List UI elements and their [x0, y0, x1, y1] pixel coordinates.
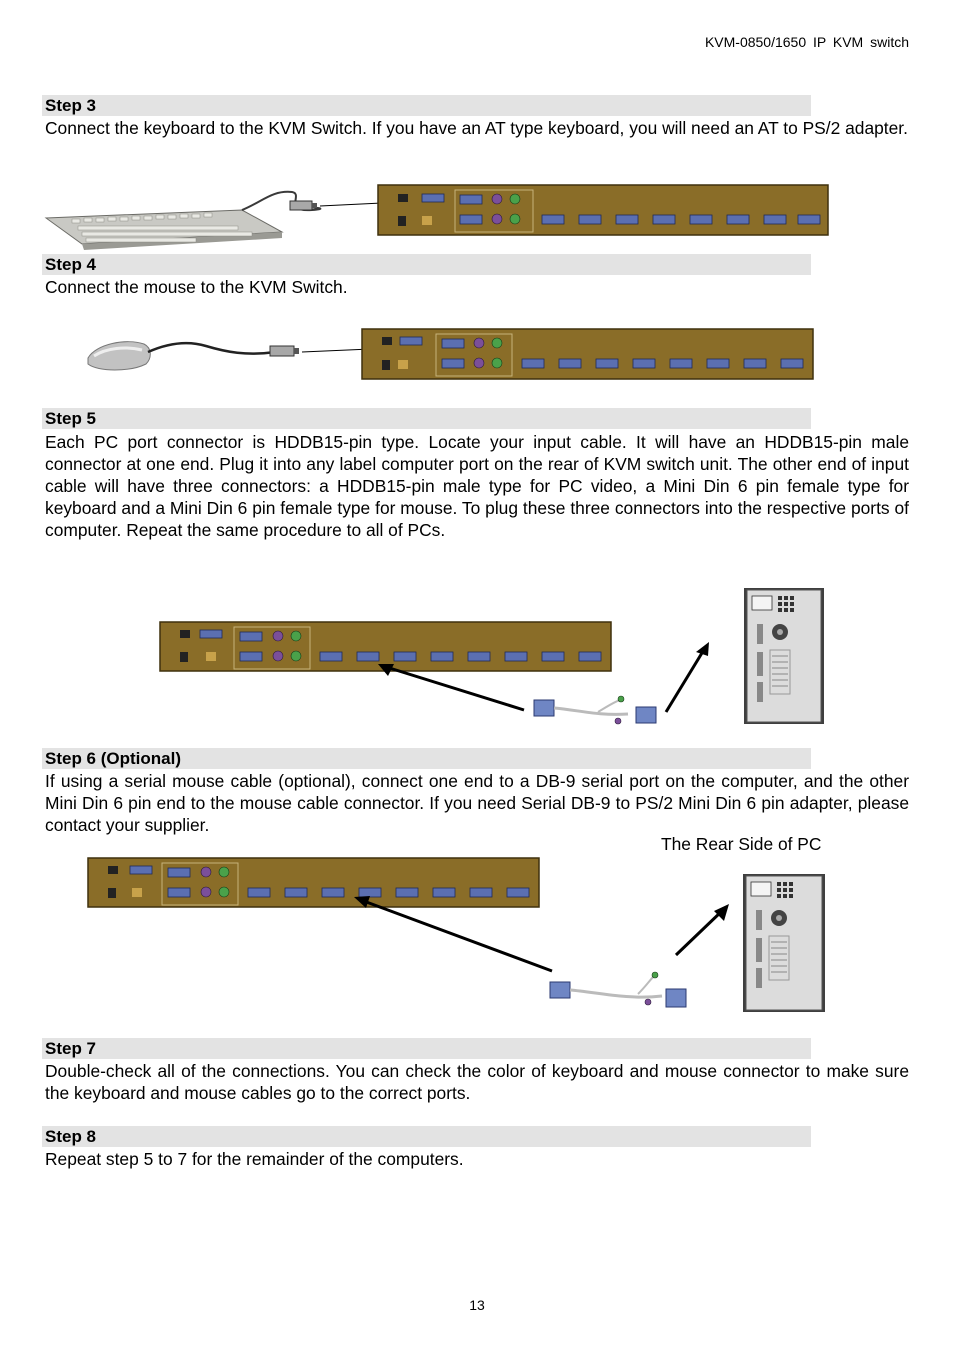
- step-3-text: Connect the keyboard to the KVM Switch. If you have an AT type keyboard, you will need an AT to PS/2 adapter.: [45, 118, 908, 138]
- step-4-text: Connect the mouse to the KVM Switch.: [45, 277, 348, 297]
- step-5-text: Each PC port connector is HDDB15-pin type. Locate your input cable. It will have an HDDB15-pin male connector at one end. Plug it into any label computer port on the rear of KVM switch unit. The other end of input cable will have three connectors: a HDDB15-pin male type for PC video, a Mini Din 6 pin female type for keyboard and a Mini Din 6 pin female type for mouse. To plug these three connectors into the respective ports of computer. Repeat the same procedure to all of PCs.: [45, 432, 909, 540]
- step-5-bar: [42, 408, 811, 429]
- kvm-switch-rear-panel: [88, 858, 539, 907]
- kvm-switch-rear-panel: [160, 622, 611, 671]
- pc-cable-connection-figure: [158, 586, 830, 728]
- step-7-text: Double-check all of the connections. You can check the color of keyboard and mouse connector to make sure the keyboard and mouse cables go to the correct ports.: [45, 1061, 909, 1103]
- step-4-bar: [42, 254, 811, 275]
- kvm-switch-rear-panel: [378, 185, 828, 235]
- step-5-label: Step 5: [45, 409, 97, 428]
- step-7-bar: [42, 1038, 811, 1059]
- pc-input-cable-image: [534, 696, 656, 724]
- step-3-bar: [42, 95, 811, 116]
- keyboard-connection-figure: [42, 180, 832, 250]
- keyboard-image: [46, 192, 320, 250]
- pc-rear-side-image: [743, 874, 825, 1012]
- step-4-label: Step 4: [45, 255, 97, 274]
- step-3-label: Step 3: [45, 96, 97, 115]
- step-8-text: Repeat step 5 to 7 for the remainder of the computers.: [45, 1149, 464, 1169]
- pc-rear-side-image: [744, 588, 824, 724]
- serial-mouse-connection-figure: [86, 856, 832, 1014]
- step-6-text: If using a serial mouse cable (optional), connect one end to a DB-9 serial port on the computer, and the other Mini Din 6 pin end to the mouse cable connector. If you need Serial DB-9 to PS/2 Mini Din 6 pin adapter, please contact your supplier.: [45, 771, 909, 835]
- page-number: 13: [469, 1297, 485, 1313]
- kvm-switch-rear-panel: [362, 329, 813, 379]
- step-8-bar: [42, 1126, 811, 1147]
- serial-mouse-cable-image: [550, 972, 686, 1007]
- step-6-label: Step 6 (Optional): [45, 749, 181, 768]
- mouse-connection-figure: [86, 326, 816, 382]
- step-7-label: Step 7: [45, 1039, 97, 1058]
- step-8-label: Step 8: [45, 1127, 97, 1146]
- rear-side-of-pc-caption: The Rear Side of PC: [661, 834, 822, 854]
- mouse-image: [88, 342, 299, 370]
- document-header-title: KVM-0850/1650 IP KVM switch: [704, 34, 909, 50]
